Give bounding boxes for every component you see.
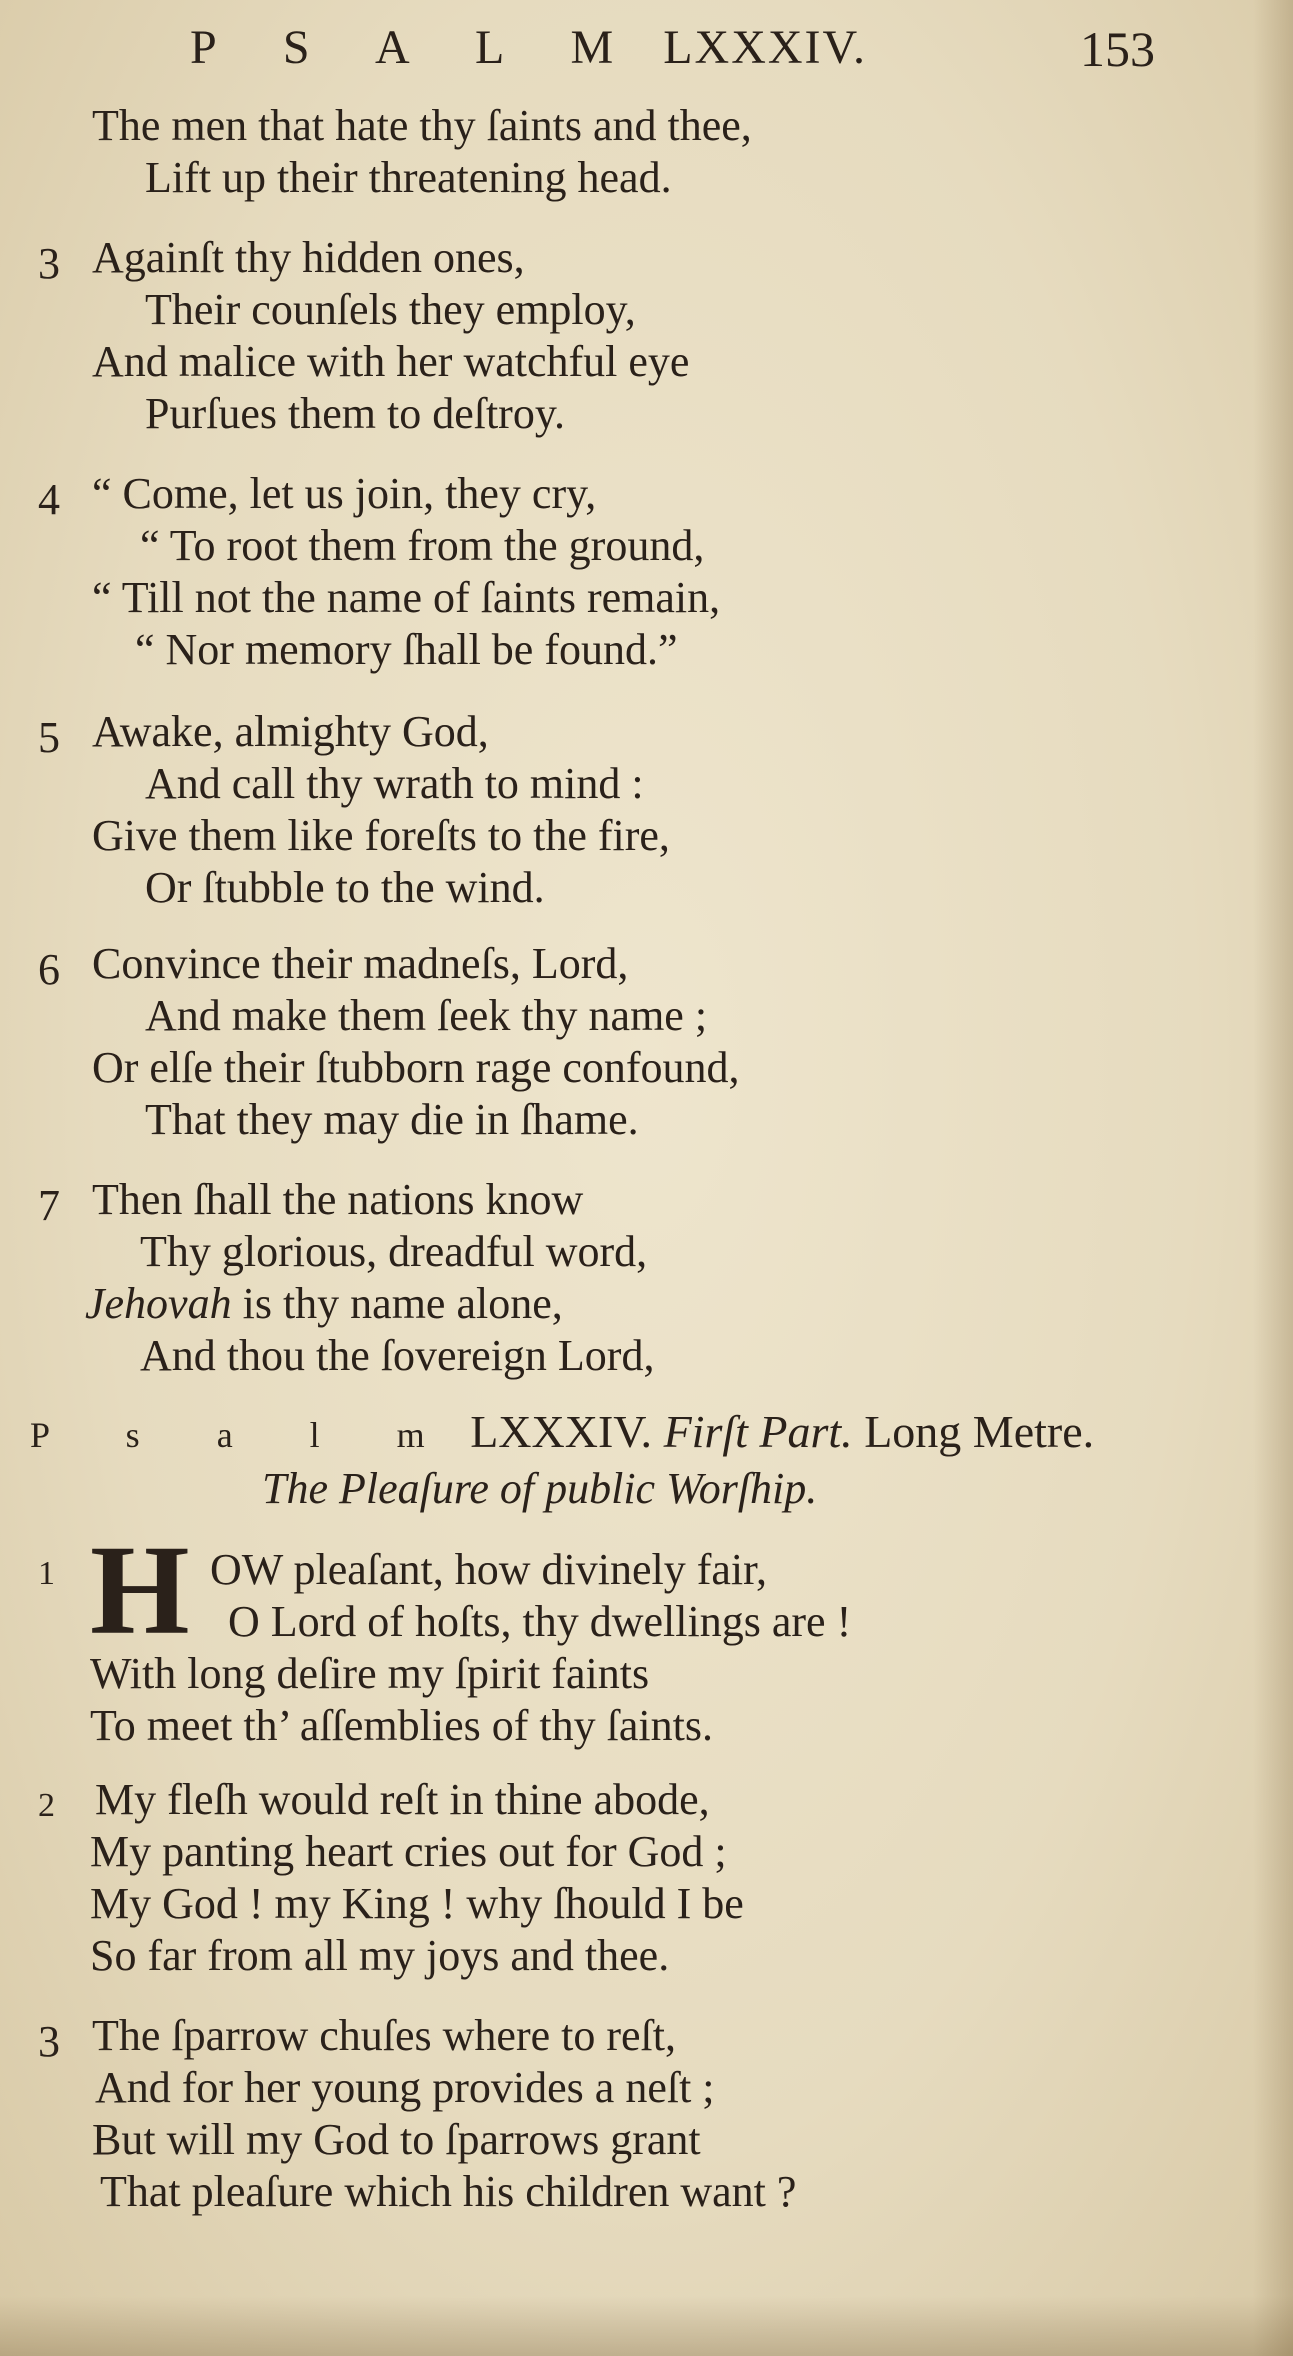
running-header [190,20,867,75]
header-psalm-word: P S A L M [190,21,642,74]
verse-line: Their counſels they employ, [145,285,636,334]
stanza-number: 3 [38,239,60,288]
section-psalm-number: LXXXIV. [470,1406,653,1457]
verse-line: Lift up their threatening head. [145,153,672,202]
page-edge-shadow [1253,0,1293,2356]
verse-line: OW pleaſant, how divinely fair, [210,1545,768,1594]
drop-cap: H [90,1519,190,1661]
verse-line: My God ! my King ! why ſhould I be [90,1879,744,1928]
verse-line [85,1278,563,1330]
verse-line: The men that hate thy ſaints and thee, [92,101,752,150]
verse-line: Give them like foreſts to the fire, [92,811,670,860]
stanza-number: 3 [38,2017,60,2066]
section-subtitle: The Pleaſure of public Worſhip. [262,1464,818,1513]
verse-line: My panting heart cries out for God ; [90,1827,727,1876]
stanza-number: 5 [38,713,60,762]
header-psalm-number: LXXXIV. [663,21,867,74]
verse-line: O Lord of hoſts, thy dwellings are ! [228,1597,852,1646]
verse-line: Purſues them to deſtroy. [145,389,565,438]
stanza-number: 6 [38,945,60,994]
verse-line: Awake, almighty God, [92,707,489,756]
verse-line: To meet th’ aſſemblies of thy ſaints. [90,1701,713,1750]
jehovah-word: Jehovah [85,1279,232,1328]
verse-line: Thy glorious, dreadful word, [140,1227,648,1276]
section-psalm-word: P s a l m [30,1415,459,1455]
section-metre: Long Metre. [864,1406,1095,1457]
page-bottom-shadow [0,2296,1293,2356]
verse-line-rest: is thy name alone, [231,1279,563,1328]
verse-line: That they may die in ſhame. [145,1095,639,1144]
page-number: 153 [1080,21,1155,77]
verse-line: That pleaſure which his children want ? [100,2167,797,2216]
section-part: Firſt Part. [663,1406,853,1457]
verse-line: And malice with her watchful eye [92,337,690,386]
verse-line: Againſt thy hidden ones, [92,233,525,282]
verse-line: Or elſe their ſtubborn rage confound, [92,1043,740,1092]
verse-line: Convince their madneſs, Lord, [92,939,629,988]
section-heading [30,1405,1094,1458]
stanza-number: 2 [38,1787,55,1824]
verse-line: “ Till not the name of ſaints remain, [92,573,721,622]
verse-line: But will my God to ſparrows grant [92,2115,701,2164]
stanza-number: 7 [38,1181,60,1230]
stanza-number: 1 [38,1555,55,1592]
verse-line: With long deſire my ſpirit faints [90,1649,650,1698]
verse-line: So far from all my joys and thee. [90,1931,670,1980]
verse-line: “ Nor memory ſhall be found.” [135,625,678,674]
verse-line: Or ſtubble to the wind. [145,863,545,912]
verse-line: “ Come, let us join, they cry, [92,469,597,518]
verse-line: And call thy wrath to mind : [145,759,644,808]
verse-line: And make them ſeek thy name ; [145,991,708,1040]
verse-line: “ To root them from the ground, [140,521,705,570]
verse-line: Then ſhall the nations know [92,1175,584,1224]
verse-line: And thou the ſovereign Lord, [140,1331,655,1380]
verse-line: The ſparrow chuſes where to reſt, [92,2011,676,2060]
verse-line: And for her young provides a neſt ; [95,2063,715,2112]
stanza-number: 4 [38,475,60,524]
verse-line: My fleſh would reſt in thine abode, [95,1775,710,1824]
